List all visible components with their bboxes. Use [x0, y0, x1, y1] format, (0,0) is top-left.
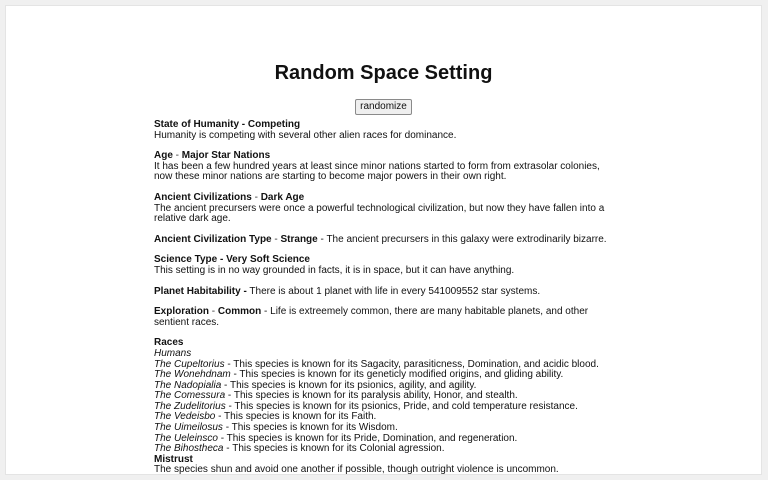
randomize-button[interactable]: randomize: [355, 99, 412, 115]
ancient-civilizations-value: Dark Age: [260, 191, 305, 203]
race-description: - This species is known for its psionics, Pride, and cold temperature resistance.: [225, 400, 578, 412]
exploration-text: - Life is extreemely common, there are many habitable planets, and other sentient races.: [154, 306, 589, 328]
race-name: The Nadopialia: [154, 379, 222, 391]
section-age: [154, 151, 610, 183]
races-heading: Races: [154, 337, 184, 349]
exploration-separator: -: [209, 306, 218, 318]
race-name: The Cupeltorius: [154, 358, 225, 370]
age-separator: -: [172, 150, 182, 162]
race-relations-label: Mistrust: [154, 453, 193, 465]
planet-habitability-label: Planet Habitability -: [154, 285, 247, 297]
race-description: - This species is known for its psionics, agility, and agility.: [221, 379, 477, 391]
ancient-civilizations-separator: -: [251, 191, 261, 203]
race-name: The Comessura: [154, 390, 226, 402]
section-state-of-humanity: [154, 120, 610, 141]
race-humans: Humans: [154, 347, 192, 359]
race-name: The Ueleinsco: [154, 432, 218, 444]
age-value: Major Star Nations: [181, 150, 271, 162]
race-description: - This species is known for its Pride, Domination, and regeneration.: [217, 432, 518, 444]
section-science-type: [154, 255, 610, 276]
race-description: - This species is known for its Sagacity, parasiticness, Domination, and acidic blood.: [224, 358, 599, 370]
ancient-civilization-type-text: - The ancient precursers in this galaxy were extrodinarily bizarre.: [317, 233, 607, 245]
race-description: - This species is known for its Wisdom.: [222, 422, 398, 434]
section-ancient-civilization-type: [154, 235, 610, 246]
science-type-label: Science Type - Very Soft Science: [154, 254, 310, 266]
race-name: The Wonehdnam: [154, 369, 231, 381]
state-of-humanity-text: Humanity is competing with several other alien races for dominance.: [154, 129, 457, 141]
science-type-text: This setting is in no way grounded in facts, it is in space, but it can have anything.: [154, 264, 515, 276]
race-name: The Zudelitorius: [154, 400, 226, 412]
planet-habitability-text: There is about 1 planet with life in every 541009552 star systems.: [246, 285, 541, 297]
page-title: Random Space Setting: [274, 62, 493, 84]
race-description: - This species is known for its Colonial agression.: [223, 443, 445, 455]
age-label: Age: [154, 150, 173, 162]
race-description: - This species is known for its paralysis ability, Honor, and stealth.: [225, 390, 518, 402]
ancient-civilization-type-value: Strange: [280, 233, 318, 245]
section-races: [154, 338, 610, 475]
section-exploration: [154, 307, 610, 328]
exploration-label: Exploration: [154, 306, 210, 318]
state-of-humanity-label: State of Humanity - Competing: [154, 119, 301, 130]
ancient-civilization-type-label: Ancient Civilization Type: [154, 233, 272, 245]
page-card: [5, 5, 762, 475]
race-item: [154, 444, 610, 455]
button-row: [6, 96, 761, 115]
race-relations-text: The species shun and avoid one another if possible, though outright violence is uncommon.: [154, 464, 559, 475]
race-name: The Bihostheca: [154, 443, 224, 455]
section-planet-habitability: [154, 287, 610, 298]
race-description: - This species is known for its Faith.: [215, 411, 377, 423]
age-text: It has been a few hundred years at least since minor nations started to form from extrasolar colonies, now these minor nations are starting to become major powers in their own right.: [154, 160, 600, 183]
ancient-civilizations-text: The ancient precursers were once a powerful technological civilization, but now they have fallen into a relative dark age.: [154, 202, 605, 225]
section-ancient-civilizations: [154, 193, 610, 225]
setting-content: [154, 120, 610, 475]
ancient-civilizations-label: Ancient Civilizations: [154, 191, 252, 203]
race-description: - This species is known for its geneticly modified origins, and gliding ability.: [230, 369, 564, 381]
ancient-civilization-type-separator: -: [271, 233, 281, 245]
race-name: The Uimeilosus: [154, 422, 223, 434]
race-name: The Vedeisbo: [154, 411, 216, 423]
exploration-value: Common: [217, 306, 262, 318]
